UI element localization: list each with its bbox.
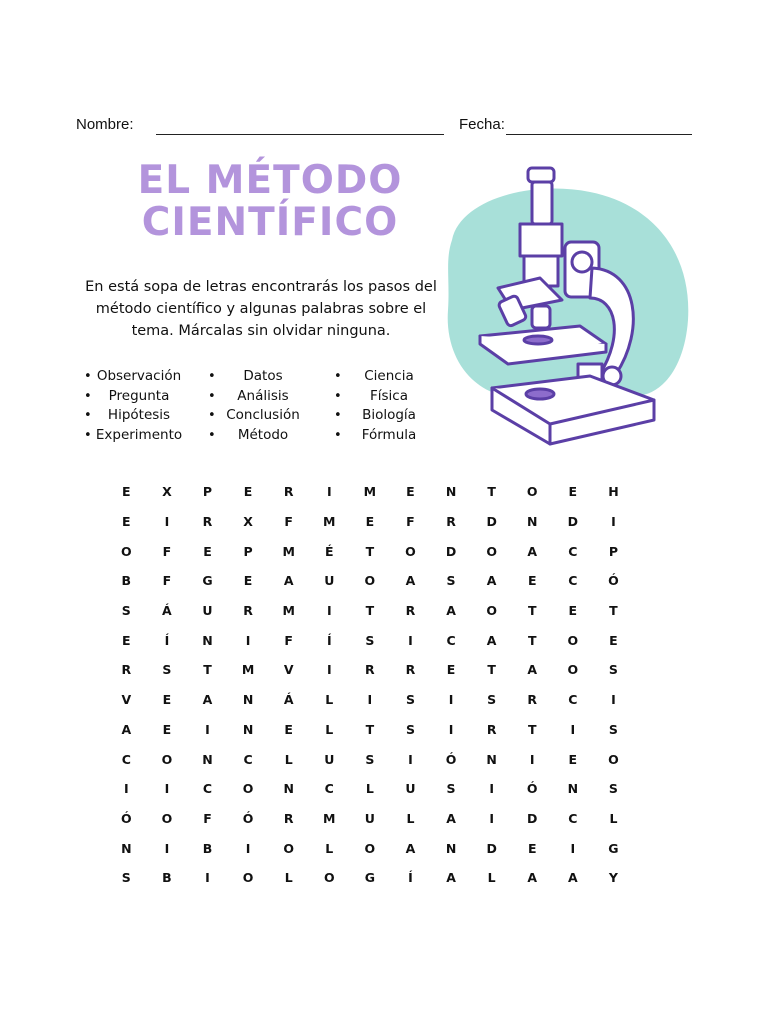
word-search-grid[interactable] (106, 477, 634, 893)
grid-row (106, 774, 634, 804)
grid-row (106, 566, 634, 596)
grid-cell[interactable]: L (406, 810, 415, 826)
grid-cell[interactable]: A (527, 870, 538, 886)
grid-cell[interactable]: R (527, 692, 538, 708)
grid-cell[interactable]: O (486, 543, 497, 559)
grid-cell[interactable]: S (446, 573, 456, 589)
date-field-line[interactable] (506, 134, 692, 135)
grid-cell[interactable]: I (326, 603, 332, 619)
grid-cell[interactable]: R (446, 514, 456, 530)
grid-cell[interactable]: C (202, 781, 213, 797)
grid-cell[interactable]: U (364, 810, 375, 826)
grid-cell[interactable]: X (162, 484, 172, 500)
grid-cell[interactable]: O (323, 870, 335, 886)
grid-cell[interactable]: G (202, 573, 213, 589)
grid-cell[interactable]: E (446, 662, 456, 678)
grid-cell[interactable]: I (326, 662, 332, 678)
grid-cell[interactable]: T (487, 484, 496, 500)
word-bank-column-3 (330, 367, 448, 445)
grid-cell[interactable]: B (121, 573, 132, 589)
grid-cell[interactable]: E (568, 484, 578, 500)
grid-cell[interactable]: C (568, 810, 578, 826)
grid-row (106, 715, 634, 745)
grid-cell[interactable]: R (243, 603, 253, 619)
grid-cell[interactable]: R (405, 603, 416, 619)
word-bank (80, 367, 440, 447)
grid-cell[interactable]: Á (283, 692, 294, 708)
microscope-illustration (440, 160, 700, 450)
grid-cell[interactable]: E (527, 840, 537, 856)
grid-cell[interactable]: T (365, 543, 375, 559)
grid-cell[interactable]: T (609, 603, 618, 619)
grid-cell[interactable]: I (529, 751, 535, 767)
grid-cell[interactable]: G (364, 870, 375, 886)
word-bank-item: • Biología (330, 406, 448, 426)
word-bank-item: • Método (204, 426, 322, 446)
grid-row (106, 625, 634, 655)
grid-cell[interactable]: S (405, 692, 415, 708)
grid-cell[interactable]: T (527, 721, 537, 737)
grid-cell[interactable]: C (243, 751, 253, 767)
grid-cell[interactable]: T (203, 662, 212, 678)
grid-cell[interactable]: S (446, 781, 456, 797)
grid-cell[interactable]: T (365, 603, 375, 619)
word-bank-item: • Física (330, 387, 448, 407)
grid-cell[interactable]: S (162, 662, 172, 678)
grid-cell[interactable]: E (284, 721, 293, 737)
grid-cell[interactable]: M (323, 810, 336, 826)
grid-cell[interactable]: S (121, 870, 131, 886)
grid-cell[interactable]: H (608, 484, 619, 500)
grid-cell[interactable]: A (567, 870, 578, 886)
grid-cell[interactable]: O (486, 603, 497, 619)
grid-cell[interactable]: O (161, 810, 173, 826)
grid-cell[interactable]: M (363, 484, 377, 500)
grid-cell[interactable]: N (242, 721, 254, 737)
grid-cell[interactable]: N (445, 484, 457, 500)
grid-row (106, 536, 634, 566)
grid-cell[interactable]: P (202, 484, 213, 500)
grid-cell[interactable]: S (121, 603, 131, 619)
grid-cell[interactable]: D (445, 543, 457, 559)
grid-cell[interactable]: Ó (120, 810, 132, 826)
word-bank-item: • Conclusión (204, 406, 322, 426)
microscope-icon (440, 160, 700, 450)
grid-cell[interactable]: F (284, 632, 293, 648)
grid-row (106, 596, 634, 626)
grid-cell[interactable]: R (405, 662, 416, 678)
date-label: Fecha: (459, 116, 505, 133)
grid-cell[interactable]: V (121, 692, 132, 708)
grid-cell[interactable]: E (365, 514, 375, 530)
grid-cell[interactable]: P (608, 543, 618, 559)
grid-cell[interactable]: N (283, 781, 294, 797)
grid-cell[interactable]: O (364, 573, 376, 589)
title-line-1: EL MÉTODO (137, 158, 403, 203)
grid-cell[interactable]: E (243, 573, 253, 589)
grid-cell[interactable]: O (608, 751, 619, 767)
grid-cell[interactable]: Í (164, 632, 170, 648)
grid-cell[interactable]: V (283, 662, 294, 678)
grid-cell[interactable]: E (406, 484, 415, 500)
grid-cell[interactable]: N (567, 781, 579, 797)
grid-cell[interactable]: C (568, 543, 578, 559)
grid-cell[interactable]: A (405, 573, 416, 589)
grid-cell[interactable]: R (283, 810, 294, 826)
grid-cell[interactable]: F (406, 514, 415, 530)
grid-cell[interactable]: E (162, 692, 172, 708)
grid-cell[interactable]: I (448, 692, 454, 708)
word-bank-column-1 (80, 367, 198, 445)
grid-cell[interactable]: I (326, 484, 332, 500)
grid-row (106, 507, 634, 537)
grid-cell[interactable]: A (446, 603, 456, 619)
grid-cell[interactable]: B (162, 870, 172, 886)
grid-cell[interactable]: I (611, 692, 616, 708)
grid-cell[interactable]: I (164, 840, 170, 856)
grid-cell[interactable]: S (365, 751, 375, 767)
grid-cell[interactable]: I (164, 781, 170, 797)
grid-cell[interactable]: F (284, 514, 293, 530)
grid-cell[interactable]: A (527, 662, 538, 678)
grid-cell[interactable]: T (527, 632, 537, 648)
word-bank-item: • Fórmula (330, 426, 448, 446)
grid-cell[interactable]: O (161, 751, 173, 767)
grid-cell[interactable]: M (323, 514, 336, 530)
word-bank-item: • Hipótesis (80, 406, 198, 426)
grid-cell[interactable]: L (609, 810, 618, 826)
word-bank-column-2 (204, 367, 322, 445)
grid-cell[interactable]: A (283, 573, 294, 589)
grid-cell[interactable]: I (164, 514, 170, 530)
grid-cell[interactable]: I (448, 721, 454, 737)
grid-cell[interactable]: Í (408, 870, 413, 886)
grid-cell[interactable]: A (202, 692, 213, 708)
grid-cell[interactable]: U (405, 781, 416, 797)
grid-cell[interactable]: I (489, 810, 494, 826)
word-bank-item: • Ciencia (330, 367, 448, 387)
grid-cell[interactable]: S (487, 692, 497, 708)
grid-cell[interactable]: C (568, 573, 578, 589)
grid-cell[interactable]: I (245, 840, 251, 856)
word-bank-item: • Análisis (204, 387, 322, 407)
instructions-text: En está sopa de letras encontrarás los pasos del método científico y algunas palabras sobre el tema. Márcalas sin olvidar ninguna. (85, 279, 437, 339)
grid-cell[interactable]: U (324, 573, 335, 589)
grid-cell[interactable]: S (608, 662, 618, 678)
grid-cell[interactable]: A (446, 870, 456, 886)
grid-cell[interactable]: I (367, 692, 373, 708)
grid-cell[interactable]: E (122, 514, 131, 530)
grid-cell[interactable]: E (122, 632, 131, 648)
name-field-line[interactable] (156, 134, 444, 135)
grid-cell[interactable]: A (446, 810, 456, 826)
grid-row (106, 833, 634, 863)
grid-cell[interactable]: U (324, 751, 335, 767)
grid-cell[interactable]: E (243, 484, 253, 500)
grid-cell[interactable]: L (284, 751, 293, 767)
grid-cell[interactable]: I (570, 840, 576, 856)
grid-cell[interactable]: O (405, 543, 416, 559)
grid-cell[interactable]: O (526, 484, 538, 500)
grid-cell[interactable]: R (121, 662, 132, 678)
grid-row (106, 655, 634, 685)
page-title (120, 160, 420, 244)
grid-cell[interactable]: M (241, 662, 255, 678)
grid-cell[interactable]: E (568, 751, 578, 767)
grid-cell[interactable]: N (121, 840, 132, 856)
grid-cell[interactable]: Ó (445, 751, 457, 767)
grid-cell[interactable]: O (283, 840, 294, 856)
grid-row (106, 477, 634, 507)
grid-cell[interactable]: L (284, 870, 293, 886)
grid-cell[interactable]: S (405, 721, 415, 737)
grid-cell[interactable]: C (121, 751, 131, 767)
grid-cell[interactable]: B (202, 840, 213, 856)
grid-cell[interactable]: C (324, 781, 334, 797)
grid-cell[interactable]: T (487, 662, 496, 678)
grid-cell[interactable]: E (203, 543, 212, 559)
grid-cell[interactable]: F (162, 543, 172, 559)
word-bank-item: • Pregunta (80, 387, 198, 407)
grid-cell[interactable]: L (325, 721, 334, 737)
grid-cell[interactable]: A (486, 632, 497, 648)
grid-cell[interactable]: Ó (242, 810, 254, 826)
grid-cell[interactable]: M (282, 603, 295, 619)
grid-cell[interactable]: A (121, 721, 132, 737)
grid-cell[interactable]: G (608, 840, 619, 856)
grid-cell[interactable]: D (486, 840, 497, 856)
grid-cell[interactable]: D (567, 514, 579, 530)
grid-cell[interactable]: D (527, 810, 538, 826)
grid-cell[interactable]: L (487, 870, 496, 886)
grid-row (106, 863, 634, 893)
grid-row (106, 685, 634, 715)
grid-cell[interactable]: O (242, 870, 254, 886)
grid-cell[interactable]: E (162, 721, 172, 737)
grid-cell[interactable]: A (527, 543, 538, 559)
grid-cell[interactable]: T (365, 721, 375, 737)
title-line-2: CIENTÍFICO (141, 200, 399, 245)
word-bank-item: • Experimento (80, 426, 198, 446)
grid-cell[interactable]: Ó (608, 573, 619, 589)
grid-cell[interactable]: S (608, 781, 618, 797)
grid-cell[interactable]: F (203, 810, 212, 826)
grid-cell[interactable]: N (202, 751, 213, 767)
grid-cell[interactable]: L (365, 781, 374, 797)
grid-cell[interactable]: N (242, 692, 254, 708)
grid-cell[interactable]: N (445, 840, 457, 856)
grid-cell[interactable]: N (527, 514, 538, 530)
grid-cell[interactable]: R (365, 662, 375, 678)
grid-cell[interactable]: U (202, 603, 213, 619)
grid-cell[interactable]: I (570, 721, 576, 737)
grid-cell[interactable]: I (245, 632, 251, 648)
grid-cell[interactable]: C (568, 692, 578, 708)
grid-cell[interactable]: I (205, 721, 210, 737)
grid-cell[interactable]: E (568, 603, 578, 619)
word-bank-item: • Observación (80, 367, 198, 387)
name-label: Nombre: (76, 116, 134, 133)
grid-cell[interactable]: R (202, 514, 213, 530)
grid-cell[interactable]: L (325, 692, 334, 708)
grid-cell[interactable]: M (282, 543, 295, 559)
grid-cell[interactable]: N (202, 632, 213, 648)
grid-cell[interactable]: Í (326, 632, 332, 648)
grid-cell[interactable]: C (446, 632, 456, 648)
grid-cell[interactable]: E (609, 632, 618, 648)
grid-cell[interactable]: O (364, 840, 376, 856)
grid-cell[interactable]: I (408, 632, 413, 648)
grid-cell[interactable]: X (243, 514, 253, 530)
grid-cell[interactable]: O (567, 632, 579, 648)
grid-cell[interactable]: F (162, 573, 172, 589)
grid-cell[interactable]: Ó (526, 781, 538, 797)
grid-cell[interactable]: D (486, 514, 497, 530)
grid-cell[interactable]: I (489, 781, 494, 797)
grid-cell[interactable]: N (486, 751, 497, 767)
grid-cell[interactable]: I (408, 751, 413, 767)
grid-cell[interactable]: É (324, 543, 334, 559)
grid-cell[interactable]: O (120, 543, 132, 559)
grid-cell[interactable]: S (608, 721, 618, 737)
grid-cell[interactable]: A (486, 573, 497, 589)
grid-cell[interactable]: I (205, 870, 210, 886)
grid-cell[interactable]: E (122, 484, 131, 500)
grid-cell[interactable]: P (243, 543, 253, 559)
grid-cell[interactable]: R (486, 721, 497, 737)
grid-cell[interactable]: A (405, 840, 416, 856)
grid-cell[interactable]: Á (162, 603, 172, 619)
grid-row (106, 804, 634, 834)
grid-cell[interactable]: I (123, 781, 129, 797)
grid-cell[interactable]: S (365, 632, 375, 648)
grid-cell[interactable]: Y (608, 870, 618, 886)
grid-cell[interactable]: L (325, 840, 334, 856)
grid-cell[interactable]: O (242, 781, 254, 797)
grid-cell[interactable]: I (611, 514, 616, 530)
grid-cell[interactable]: E (527, 573, 537, 589)
word-bank-item: • Datos (204, 367, 322, 387)
grid-cell[interactable]: O (567, 662, 579, 678)
grid-row (106, 744, 634, 774)
grid-cell[interactable]: R (283, 484, 294, 500)
grid-cell[interactable]: T (527, 603, 537, 619)
